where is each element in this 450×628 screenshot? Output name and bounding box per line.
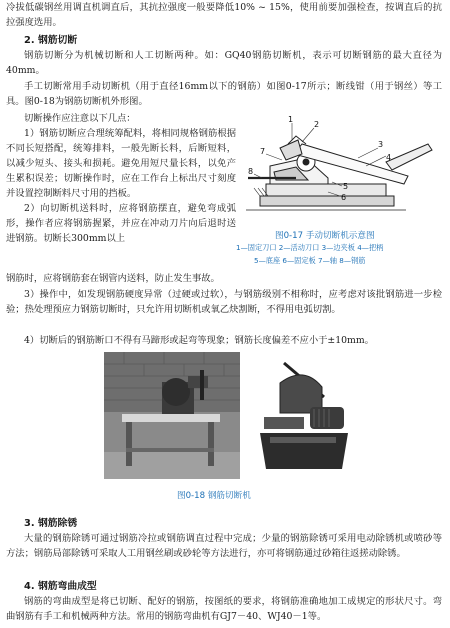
figure-17-legend-row-2: 5—底座 6—固定板 7—轴 8—钢筋 <box>254 256 366 265</box>
diagram-label-6: 6 <box>341 193 347 202</box>
cutting-note-3: 3）操作中，如发现钢筋硬度异常（过硬或过软），与钢筋级别不相称时，应考虑对该批钢筋进一步检验；热处理预应力钢筋切断时，只允许用切断机或氧乙炔割断，不得用电弧切割。 <box>6 289 442 315</box>
cutter-photo-right <box>256 357 350 479</box>
diagram-label-1: 1 <box>288 115 294 124</box>
cutting-notes-intro: 切断操作应注意以下几点： <box>24 113 136 124</box>
cutting-note-1: 1）钢筋切断应合理统筹配料，将相同规格钢筋根据不同长短搭配，统筹排料，一般先断长料，后断短料，以减少短头、接头和损耗。避免用短尺量长料，以免产生累积误差；切断操作时，应在工作台上标出尺寸刻度并设置控制断料尺寸用的挡板。 <box>6 128 236 199</box>
diagram-label-8: 8 <box>248 167 254 176</box>
derusting-paragraph: 大量的钢筋除锈可通过钢筋冷拉或钢筋调直过程中完成；少量的钢筋除锈可采用电动除锈机或喷砂等方法；钢筋局部除锈可采取人工用钢丝刷或砂轮等方法进行，亦可将钢筋通过砂箱往返搓动除锈。 <box>6 533 442 559</box>
section-heading-cutting: 2. 钢筋切断 <box>24 35 78 46</box>
diagram-label-2: 2 <box>314 120 320 129</box>
intro-paragraph: 冷拔低碳钢丝用调直机调直后，其抗拉强度一般要降低10% ~ 15%，使用前要加强检查，按调直后的抗拉强度选用。 <box>6 2 442 28</box>
cutting-note-4: 4）切断后的钢筋断口不得有马蹄形或起弯等现象；钢筋长度偏差不应小于±10mm。 <box>24 335 374 346</box>
bending-paragraph: 钢筋的弯曲成型是将已切断、配好的钢筋，按图纸的要求，将钢筋准确地加工成规定的形状尺寸。弯曲钢筋有手工和机械两种方法。常用的钢筋弯曲机有GJ7－40、WJ40－1等。 <box>6 596 442 622</box>
cutter-photo-left <box>104 352 240 479</box>
cutting-notes-column <box>6 111 236 246</box>
diagram-label-7: 7 <box>260 147 266 156</box>
section-heading-derusting: 3. 钢筋除锈 <box>24 518 78 529</box>
section-heading-bending: 4. 钢筋弯曲成型 <box>24 581 97 592</box>
cutting-note-2-tail: 钢筋时，应将钢筋套在钢管内送料，防止发生事故。 <box>6 273 220 284</box>
diagram-label-5: 5 <box>343 182 349 191</box>
diagram-label-4: 4 <box>386 153 392 162</box>
figure-18-caption: 图0-18 钢筋切断机 <box>177 491 251 501</box>
manual-cutter-diagram <box>236 114 442 226</box>
figure-17-caption: 图0-17 手动切断机示意图 <box>275 231 375 241</box>
cutting-note-2: 2）向切断机送料时，应将钢筋摆直，避免弯成弧形，操作者应将钢筋握紧，并应在冲动刀片向后退时送进钢筋。切断长300mm以上 <box>6 203 236 244</box>
cutting-paragraph-1: 钢筋切断分为机械切断和人工切断两种。如：GQ40钢筋切断机，表示可切断钢筋的最大直径为40mm。 <box>6 50 442 76</box>
figure-17-legend-row-1: 1—固定刀口 2—活动刀口 3—边夹板 4—把柄 <box>236 243 384 252</box>
cutting-paragraph-2: 手工切断常用手动切断机（用于直径16mm以下的钢筋）如图0-17所示；断线钳（用于钢丝）等工具。图0-18为钢筋切断机外形图。 <box>6 81 442 107</box>
diagram-label-3: 3 <box>378 140 384 149</box>
